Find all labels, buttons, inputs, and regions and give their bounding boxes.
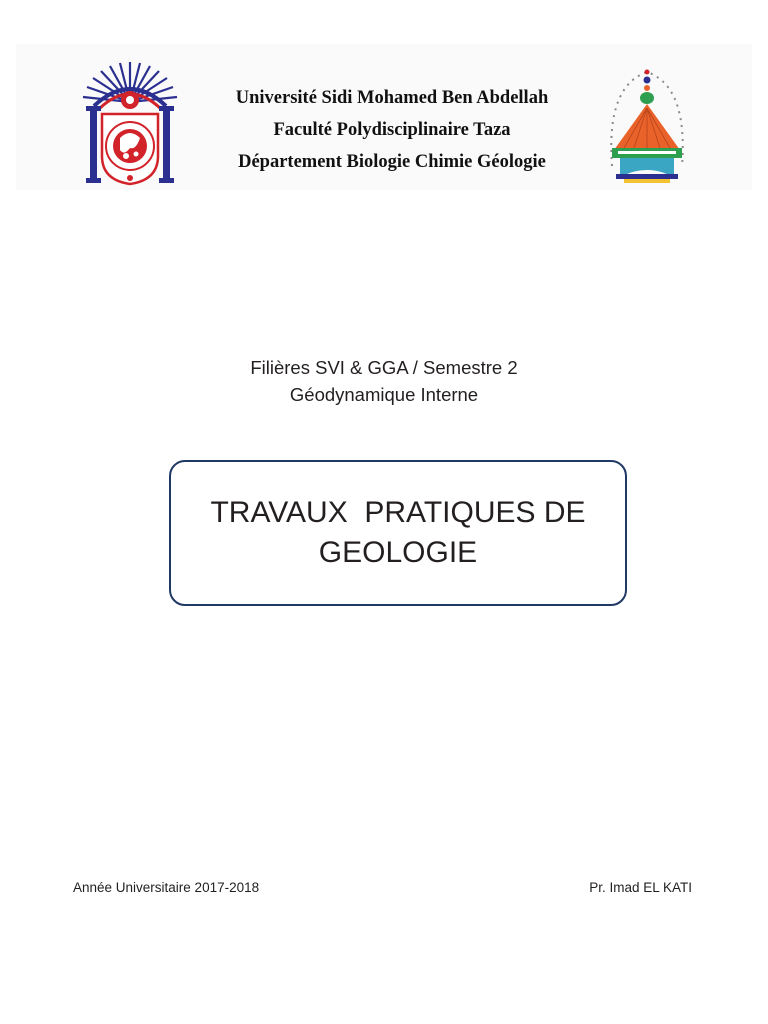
academic-year: Année Universitaire 2017-2018 xyxy=(73,880,260,895)
university-emblem xyxy=(80,58,180,186)
course-info xyxy=(184,354,584,408)
title-line-1: TRAVAUX PRATIQUES DE xyxy=(210,496,586,529)
title-line-2: GEOLOGIE xyxy=(318,536,478,569)
faculty-name: Faculté Polydisciplinaire Taza xyxy=(273,120,511,140)
author-name: Pr. Imad EL KATI xyxy=(589,880,692,895)
course-subject: Géodynamique Interne xyxy=(289,384,479,405)
university-emblem-icon xyxy=(80,58,180,186)
document-title-box xyxy=(169,460,627,606)
faculty-emblem-icon xyxy=(600,66,694,188)
program-semester: Filières SVI & GGA / Semestre 2 xyxy=(250,357,518,378)
department-name: Département Biologie Chimie Géologie xyxy=(238,152,546,172)
institution-header xyxy=(196,82,588,178)
faculty-emblem xyxy=(600,66,694,188)
university-name: Université Sidi Mohamed Ben Abdellah xyxy=(235,88,549,108)
